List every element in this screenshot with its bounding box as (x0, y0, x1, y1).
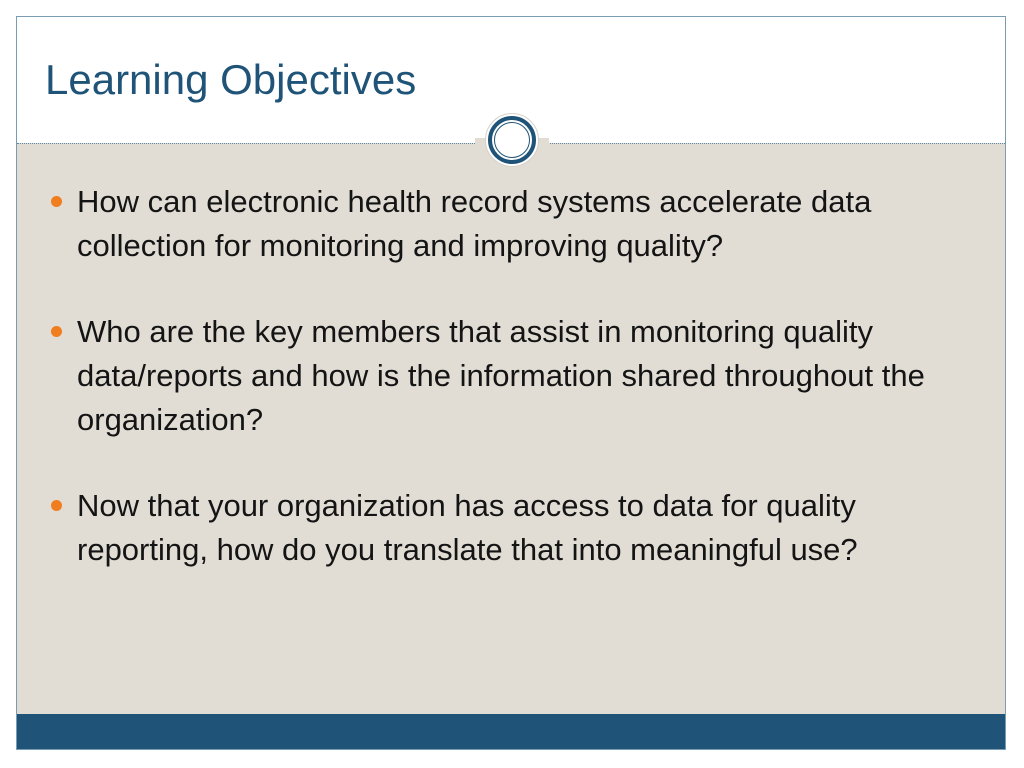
footer-bar (17, 714, 1005, 749)
bullet-item (49, 310, 969, 442)
bullet-text: How can electronic health record systems accelerate data collection for monitoring and improving quality? (77, 184, 872, 263)
bullet-item (49, 484, 969, 572)
bullet-list (49, 180, 969, 614)
bullet-dot-icon (51, 326, 62, 337)
bullet-dot-icon (51, 500, 62, 511)
circle-ornament-inner-ring (494, 122, 530, 158)
bullet-text: Now that your organization has access to data for quality reporting, how do you translate that into meaningful use? (77, 488, 858, 567)
slide (16, 16, 1006, 750)
bullet-dot-icon (51, 196, 62, 207)
bullet-text: Who are the key members that assist in monitoring quality data/reports and how is the information shared throughout the organization? (77, 314, 925, 437)
slide-title: Learning Objectives (45, 56, 417, 103)
bullet-item (49, 180, 969, 268)
